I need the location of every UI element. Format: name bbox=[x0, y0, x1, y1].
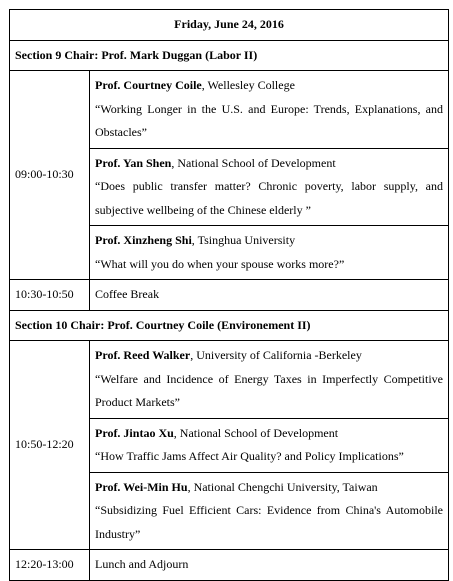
section-9-time: 09:00-10:30 bbox=[10, 71, 90, 280]
section-10-time: 10:50-12:20 bbox=[10, 341, 90, 550]
lunch-row bbox=[10, 550, 449, 581]
lunch-label: Lunch and Adjourn bbox=[90, 550, 449, 581]
coffee-break-time: 10:30-10:50 bbox=[10, 280, 90, 311]
talk-row bbox=[10, 71, 449, 149]
lunch-time: 12:20-13:00 bbox=[10, 550, 90, 581]
speaker-name: Prof. Jintao Xu bbox=[95, 425, 174, 440]
section-10-row bbox=[10, 310, 449, 341]
day-header: Friday, June 24, 2016 bbox=[10, 10, 449, 41]
speaker-affiliation: , Wellesley College bbox=[201, 78, 295, 92]
talk-cell bbox=[90, 226, 449, 280]
talk-speaker-line bbox=[95, 476, 443, 500]
speaker-name: Prof. Xinzheng Shi bbox=[95, 233, 192, 247]
talk-speaker-line bbox=[95, 229, 443, 253]
talk-speaker-line bbox=[95, 74, 443, 98]
speaker-affiliation: , National School of Development bbox=[173, 425, 339, 440]
talk-speaker-line bbox=[95, 344, 443, 368]
day-header-row bbox=[10, 10, 449, 41]
speaker-affiliation: , University of California -Berkeley bbox=[190, 348, 362, 362]
talk-title: “What will you do when your spouse works more?” bbox=[95, 256, 345, 271]
speaker-name: Prof. Yan Shen bbox=[95, 155, 172, 170]
speaker-name: Prof. Wei-Min Hu bbox=[95, 479, 188, 494]
schedule-table bbox=[9, 9, 449, 581]
talk-cell bbox=[90, 418, 449, 472]
speaker-affiliation: , National School of Development bbox=[171, 155, 336, 170]
talk-cell bbox=[90, 472, 449, 550]
talk-title: “Does public transfer matter? Chronic poverty, labor supply, and subjective wellbeing of the Chinese elderly ” bbox=[95, 179, 443, 217]
talk-title: “Welfare and Incidence of Energy Taxes in Imperfectly Competitive Product Markets” bbox=[95, 371, 443, 409]
talk-cell bbox=[90, 341, 449, 419]
coffee-break-row bbox=[10, 280, 449, 311]
speaker-name: Prof. Courtney Coile bbox=[95, 78, 202, 92]
speaker-name: Prof. Reed Walker bbox=[95, 348, 191, 362]
section-10-chair: Section 10 Chair: Prof. Courtney Coile (Environement II) bbox=[10, 310, 449, 341]
talk-speaker-line bbox=[95, 422, 443, 446]
talk-title: “Working Longer in the U.S. and Europe: Trends, Explanations, and Obstacles” bbox=[95, 101, 443, 139]
talk-cell bbox=[90, 148, 449, 226]
talk-speaker-line bbox=[95, 152, 443, 176]
coffee-break-label: Coffee Break bbox=[90, 280, 449, 311]
speaker-affiliation: , Tsinghua University bbox=[191, 233, 296, 247]
talk-cell bbox=[90, 71, 449, 149]
talk-title: “How Traffic Jams Affect Air Quality? and Policy Implications” bbox=[95, 449, 404, 463]
talk-row bbox=[10, 341, 449, 419]
speaker-affiliation: , National Chengchi University, Taiwan bbox=[187, 479, 378, 494]
talk-title: “Subsidizing Fuel Efficient Cars: Evidence from China's Automobile Industry” bbox=[95, 503, 443, 541]
section-9-chair: Section 9 Chair: Prof. Mark Duggan (Labor II) bbox=[10, 40, 449, 71]
section-9-row bbox=[10, 40, 449, 71]
